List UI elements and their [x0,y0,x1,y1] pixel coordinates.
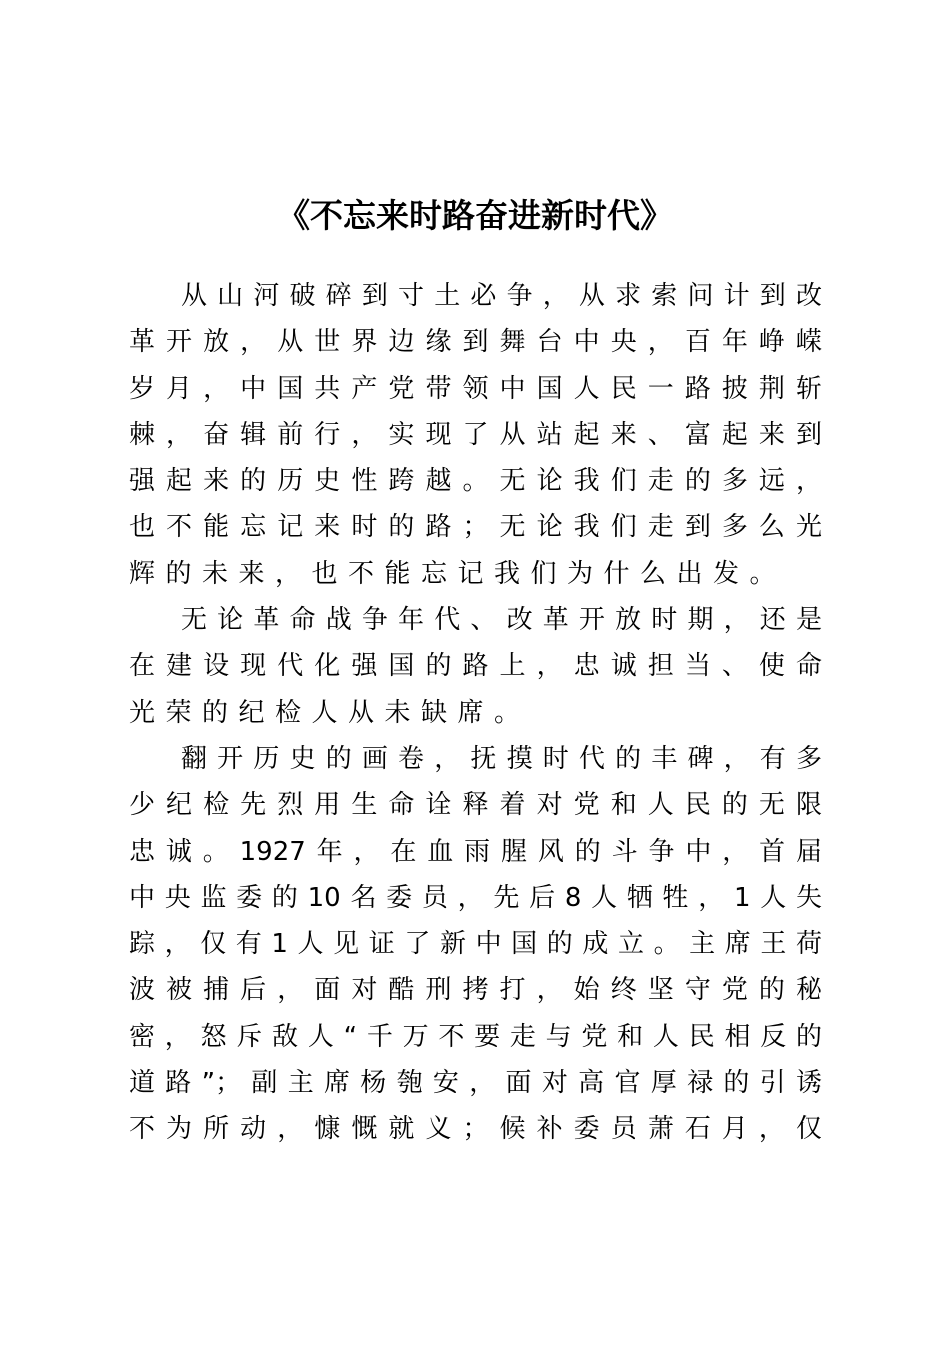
text-line: 翻开历史的画卷，抚摸时代的丰碑，有多 [181,743,822,774]
document-body [129,273,822,1153]
text-line: 无论革命战争年代、改革开放时期，还是 [181,605,822,636]
text-line: 棘，奋辑前行，实现了从站起来、富起来到 [129,419,822,450]
text-line: 从山河破碎到寸土必争，从求索问计到改 [181,281,822,311]
text-line: 中央监委的10名委员，先后8人牺牲，1人失 [129,882,822,913]
text-line: 强起来的历史性跨越。无论我们走的多远， [129,466,822,497]
text-line: 光荣的纪检人从未缺席。 [129,697,531,728]
text-line: 密，怒斥敌人“千万不要走与党和人民相反的 [129,1021,822,1052]
text-line: 不为所动，慷慨就义；候补委员萧石月，仅 [129,1114,822,1145]
text-line: 道路”；副主席杨匏安，面对高官厚禄的引诱 [129,1068,822,1099]
text-line: 少纪检先烈用生命诠释着对党和人民的无限 [129,790,822,821]
text-line: 革开放，从世界边缘到舞台中央，百年峥嵘 [129,327,822,358]
text-line: 在建设现代化强国的路上，忠诚担当、使命 [129,651,822,682]
text-line: 波被捕后，面对酷刑拷打，始终坚守党的秘 [129,975,822,1006]
text-line: 岁月，中国共产党带领中国人民一路披荆斩 [129,373,822,404]
text-line: 也不能忘记来时的路；无论我们走到多么光 [129,512,822,543]
text-line: 踪，仅有1人见证了新中国的成立。主席王荷 [129,929,822,960]
text-line: 忠诚。1927年，在血雨腥风的斗争中，首届 [129,836,822,867]
document-title: 《不忘来时路奋进新时代》 [277,196,673,235]
text-line: 辉的未来，也不能忘记我们为什么出发。 [129,558,787,589]
